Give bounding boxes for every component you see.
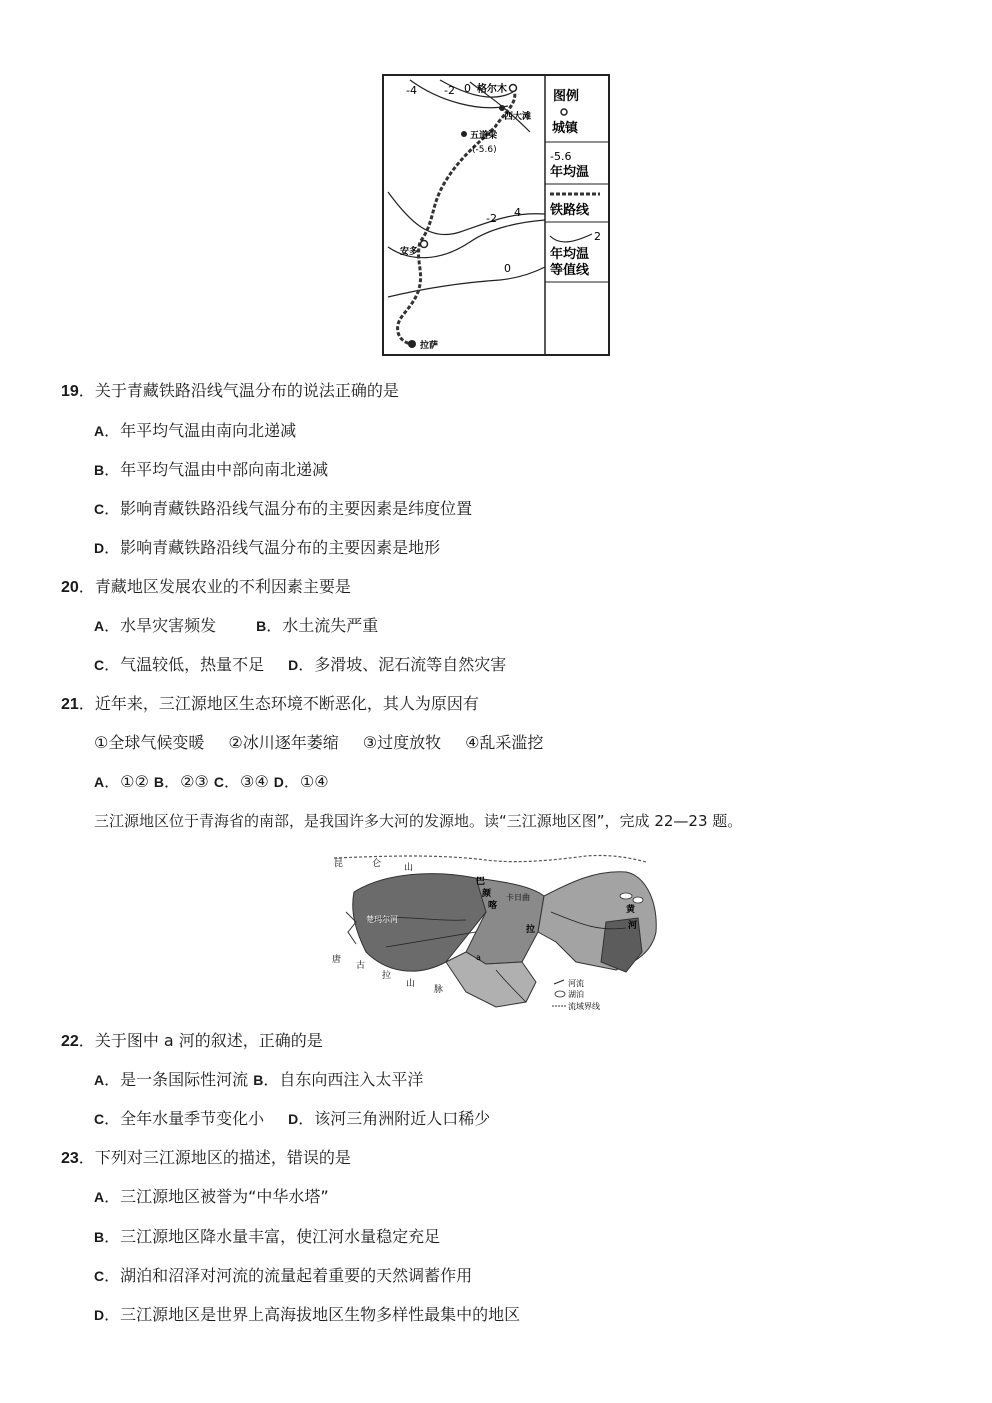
question-21-items (94, 732, 543, 754)
option-letter: A (94, 423, 105, 439)
option-text: 该河三角洲附近人口稀少 (314, 1109, 491, 1128)
option-text: 湖泊和沼泽对河流的流量起着重要的天然调蓄作用 (120, 1266, 473, 1285)
option-letter: D (288, 1111, 299, 1127)
question-20-option-b[interactable] (256, 616, 378, 635)
option-letter: B (153, 774, 165, 790)
question-22-option-c[interactable] (94, 1109, 264, 1128)
option-letter: B (256, 618, 267, 634)
option-letter: C (94, 1111, 105, 1127)
option-text: 多滑坡、泥石流等自然灾害 (314, 655, 507, 674)
legend-temp: 年均温 (550, 165, 590, 180)
question-19-stem (61, 380, 399, 403)
option-dot: ． (263, 1070, 280, 1089)
town-label: 格尔木 (477, 84, 507, 95)
question-dot: ． (78, 577, 95, 596)
map-label: 脉 (434, 985, 444, 995)
option-dot: ． (298, 655, 315, 674)
option-letter: B (94, 1229, 105, 1245)
legend-boundary: 流域界线 (568, 1002, 600, 1011)
question-21-stem (61, 693, 479, 716)
lake (633, 897, 643, 903)
option-text: 全年水量季节变化小 (120, 1109, 265, 1128)
question-20-options-cd (94, 654, 506, 676)
option-dot: ． (298, 1109, 315, 1128)
legend-town: 城镇 (552, 121, 579, 136)
statement-item: ①全球气候变暖 (94, 733, 205, 752)
map-label: 唐 (332, 955, 342, 965)
question-20-option-c[interactable] (94, 655, 264, 674)
iso-label: -2 (444, 84, 455, 97)
statement-item: ②冰川逐年萎缩 (228, 733, 339, 752)
option-letter: A (94, 774, 105, 790)
town-label: 拉萨 (420, 341, 439, 351)
question-20-options-ab (94, 615, 378, 637)
option-text: 三江源地区降水量丰富，使江河水量稳定充足 (120, 1227, 441, 1246)
map-label: 山 (406, 979, 416, 989)
option-letter: A (94, 1072, 105, 1088)
question-text: 下列对三江源地区的描述，错误的是 (94, 1148, 351, 1167)
question-21-option-c[interactable] (214, 772, 269, 791)
map-label: 拉 (382, 971, 392, 981)
iso-label: 0 (504, 262, 511, 275)
option-dot: ． (164, 772, 181, 791)
question-22-option-a[interactable] (94, 1070, 248, 1089)
question-22-options-cd (94, 1108, 490, 1130)
option-text: 气温较低，热量不足 (120, 655, 265, 674)
sanjiangyuan-map (326, 852, 664, 1014)
option-text: 年平均气温由南向北递减 (120, 421, 297, 440)
map-label: 楚玛尔河 (366, 915, 398, 924)
question-19-option-b[interactable] (94, 459, 328, 481)
iso-label: 4 (514, 206, 521, 219)
question-22-options-ab (94, 1069, 423, 1091)
question-text: 关于图中 a 河的叙述，正确的是 (94, 1031, 323, 1050)
option-text: 水旱灾害频发 (120, 616, 217, 635)
option-letter: C (94, 501, 105, 517)
legend-iso-line2: 等值线 (550, 263, 590, 278)
question-20-option-a[interactable] (94, 616, 216, 635)
map-label: 卡日曲 (506, 893, 530, 902)
map-label: 河 (628, 921, 638, 931)
question-23-option-c[interactable] (94, 1265, 472, 1287)
iso-label: 0 (464, 82, 471, 95)
option-text: 自东向西注入太平洋 (279, 1070, 424, 1089)
town-marker (461, 131, 467, 137)
statement-item: ③过度放牧 (362, 733, 442, 752)
town-label: 西大滩 (504, 112, 532, 122)
question-dot: ． (78, 381, 95, 400)
town-marker (421, 241, 428, 248)
legend-iso-value: 2 (594, 230, 601, 243)
town-temp-label: (-5.6) (472, 145, 497, 155)
question-21-option-d[interactable] (274, 772, 329, 791)
question-number: 23 (61, 1150, 79, 1167)
lake-icon (555, 991, 565, 997)
question-22-option-b[interactable] (253, 1070, 423, 1089)
option-dot: ． (283, 772, 300, 791)
option-dot: ． (104, 538, 121, 557)
option-letter: D (273, 774, 284, 790)
option-dot: ． (104, 1187, 121, 1206)
sanjiangyuan-map-svg (326, 852, 664, 1014)
option-dot: ． (104, 1070, 121, 1089)
question-19-option-a[interactable] (94, 420, 296, 442)
map-label: 巴 (476, 877, 486, 887)
legend-rail: 铁路线 (550, 203, 590, 218)
option-text: 影响青藏铁路沿线气温分布的主要因素是纬度位置 (120, 499, 473, 518)
option-dot: ． (104, 1305, 121, 1324)
question-text: 青藏地区发展农业的不利因素主要是 (94, 577, 351, 596)
intro-paragraph: 三江源地区位于青海省的南部，是我国许多大河的发源地。读“三江源地区图”，完成 22—23 题。 (94, 812, 743, 830)
map-label: 仑 (372, 859, 382, 869)
question-22-option-d[interactable] (288, 1109, 490, 1128)
legend-temp-value: -5.6 (550, 150, 572, 163)
map-label: 黄 (626, 905, 636, 915)
iso-label: -2 (486, 212, 497, 225)
option-letter: D (288, 657, 299, 673)
question-dot: ． (78, 1148, 95, 1167)
map-label: 古 (356, 961, 366, 971)
town-marker (499, 105, 505, 111)
question-20-stem (61, 576, 351, 599)
town-marker (408, 340, 416, 348)
option-dot: ． (104, 1266, 121, 1285)
option-text: 影响青藏铁路沿线气温分布的主要因素是地形 (120, 538, 441, 557)
lake (620, 893, 632, 899)
question-number: 21 (61, 696, 79, 713)
option-dot: ． (104, 1109, 121, 1128)
question-23-option-a[interactable] (94, 1186, 329, 1208)
option-letter: A (94, 618, 105, 634)
option-letter: B (253, 1072, 264, 1088)
option-text: 三江源地区是世界上高海拔地区生物多样性最集中的地区 (120, 1305, 521, 1324)
question-21-option-a[interactable] (94, 772, 149, 791)
option-dot: ． (104, 655, 121, 674)
town-label: 安多 (400, 247, 419, 257)
question-text: 近年来，三江源地区生态环境不断恶化，其人为原因有 (94, 694, 479, 713)
question-dot: ． (78, 694, 95, 713)
option-text: 水土流失严重 (282, 616, 379, 635)
map-label: 拉 (526, 925, 536, 935)
railway-temperature-map (380, 72, 612, 358)
option-letter: C (213, 774, 224, 790)
map-label: 喀 (488, 901, 498, 911)
question-text: 关于青藏铁路沿线气温分布的说法正确的是 (94, 381, 399, 400)
railway-map-svg (380, 72, 612, 358)
option-letter: C (94, 1268, 105, 1284)
option-letter: C (94, 657, 105, 673)
option-dot: ． (104, 616, 121, 635)
map-label: a (476, 953, 481, 962)
question-21-options (94, 771, 329, 793)
map-label: 颜 (482, 889, 492, 899)
question-number: 19 (61, 383, 79, 400)
map-label: 昆 (334, 859, 344, 869)
option-letter: B (94, 462, 105, 478)
option-dot: ． (104, 772, 121, 791)
question-21-option-b[interactable] (154, 772, 209, 791)
option-dot: ． (223, 772, 240, 791)
question-23-option-b[interactable] (94, 1226, 440, 1248)
question-20-option-d[interactable] (288, 655, 506, 674)
question-23-stem (61, 1147, 351, 1170)
question-19-option-d[interactable] (94, 537, 440, 559)
option-text: 年平均气温由中部向南北递减 (120, 460, 329, 479)
iso-label: -4 (406, 84, 417, 97)
option-text: 是一条国际性河流 (120, 1070, 249, 1089)
map-label: 山 (404, 863, 414, 873)
town-marker (510, 85, 517, 92)
question-22-stem (61, 1030, 323, 1053)
option-dot: ． (266, 616, 283, 635)
option-dot: ． (104, 499, 121, 518)
statement-item: ④乱采滥挖 (465, 733, 544, 752)
option-text: ③④ (239, 772, 269, 791)
option-text: ①④ (299, 772, 329, 791)
option-letter: A (94, 1189, 105, 1205)
option-text: ①② (120, 772, 149, 791)
legend-iso-line1: 年均温 (550, 247, 590, 262)
option-letter: D (94, 1307, 105, 1323)
option-letter: D (94, 540, 105, 556)
option-text: 三江源地区被誉为“中华水塔” (120, 1187, 329, 1206)
option-dot: ． (104, 460, 121, 479)
option-dot: ． (104, 421, 121, 440)
legend-title: 图例 (553, 89, 580, 104)
option-text: ②③ (180, 772, 209, 791)
question-19-option-c[interactable] (94, 498, 472, 520)
legend-river: 河流 (568, 979, 584, 988)
question-number: 20 (61, 579, 79, 596)
question-23-option-d[interactable] (94, 1304, 520, 1326)
legend-lake: 湖泊 (568, 990, 584, 999)
question-number: 22 (61, 1033, 79, 1050)
question-dot: ． (78, 1031, 95, 1050)
option-dot: ． (104, 1227, 121, 1246)
town-icon (561, 109, 567, 115)
town-label: 五道梁 (470, 131, 498, 141)
